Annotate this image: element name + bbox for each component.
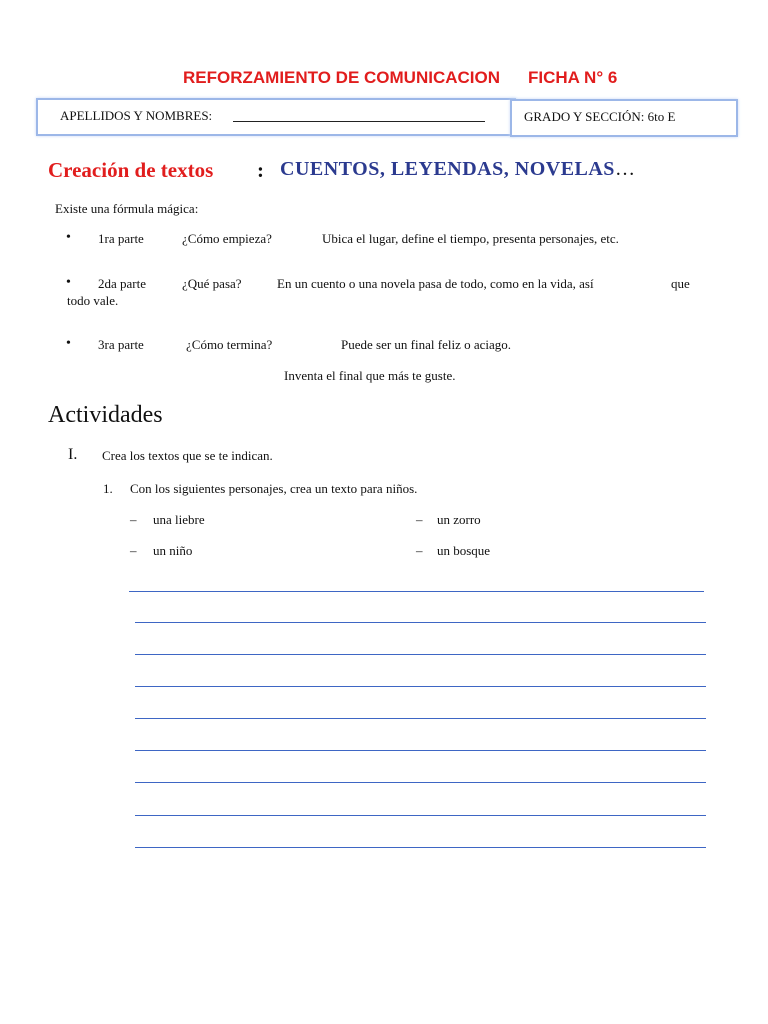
part-3-question: ¿Cómo termina? — [186, 337, 273, 352]
ficha-number: FICHA N° 6 — [528, 68, 618, 87]
section-heading-colon: : — [257, 158, 264, 182]
writing-line[interactable] — [135, 815, 706, 816]
writing-line[interactable] — [135, 782, 706, 783]
worksheet-title — [183, 68, 617, 88]
writing-line[interactable] — [135, 622, 706, 623]
intro-text: Existe una fórmula mágica: — [55, 201, 199, 216]
activity-number: I. — [68, 446, 78, 463]
part-2-description-end: que — [671, 276, 690, 291]
name-fill-line[interactable] — [233, 121, 485, 122]
sub-activity-text: Con los siguientes personajes, crea un texto para niños. — [130, 481, 418, 496]
dash: – — [416, 543, 423, 558]
bullet-1: • — [66, 230, 71, 245]
bullet-3: • — [66, 336, 71, 351]
title-text: REFORZAMIENTO DE COMUNICACION — [183, 68, 501, 87]
activities-heading: Actividades — [48, 402, 163, 428]
part-2-description: En un cuento o una novela pasa de todo, como en la vida, así — [277, 276, 594, 291]
part-3-name: 3ra parte — [98, 337, 144, 352]
section-heading: Creación de textos — [48, 158, 214, 182]
part-1-description: Ubica el lugar, define el tiempo, presenta personajes, etc. — [322, 231, 619, 246]
character-item: un bosque — [437, 543, 491, 558]
character-item: una liebre — [153, 512, 205, 527]
grade-section-label: GRADO Y SECCIÓN: 6to E — [524, 109, 676, 124]
part-2-continuation: todo vale. — [67, 293, 119, 308]
writing-line[interactable] — [135, 654, 706, 655]
closing-text: Inventa el final que más te guste. — [284, 368, 456, 383]
dash: – — [130, 543, 137, 558]
character-item: un zorro — [437, 512, 481, 527]
bullet-2: • — [66, 275, 71, 290]
writing-line[interactable] — [135, 686, 706, 687]
part-3-description: Puede ser un final feliz o aciago. — [341, 337, 512, 352]
writing-line[interactable] — [135, 750, 706, 751]
part-1-question: ¿Cómo empieza? — [182, 231, 272, 246]
part-1-name: 1ra parte — [98, 231, 144, 246]
writing-line[interactable] — [129, 591, 704, 592]
writing-line[interactable] — [135, 718, 706, 719]
subtitle-text: CUENTOS, LEYENDAS, NOVELAS — [280, 158, 615, 180]
subtitle-ellipsis: … — [614, 158, 636, 180]
part-2-question: ¿Qué pasa? — [182, 276, 242, 291]
section-subtitle — [280, 158, 635, 181]
dash: – — [130, 512, 137, 527]
character-item: un niño — [153, 543, 193, 558]
activity-text: Crea los textos que se te indican. — [102, 448, 273, 463]
dash: – — [416, 512, 423, 527]
writing-line[interactable] — [135, 847, 706, 848]
sub-activity-number: 1. — [103, 481, 113, 496]
part-2-name: 2da parte — [98, 276, 147, 291]
name-label: APELLIDOS Y NOMBRES: — [60, 108, 213, 123]
